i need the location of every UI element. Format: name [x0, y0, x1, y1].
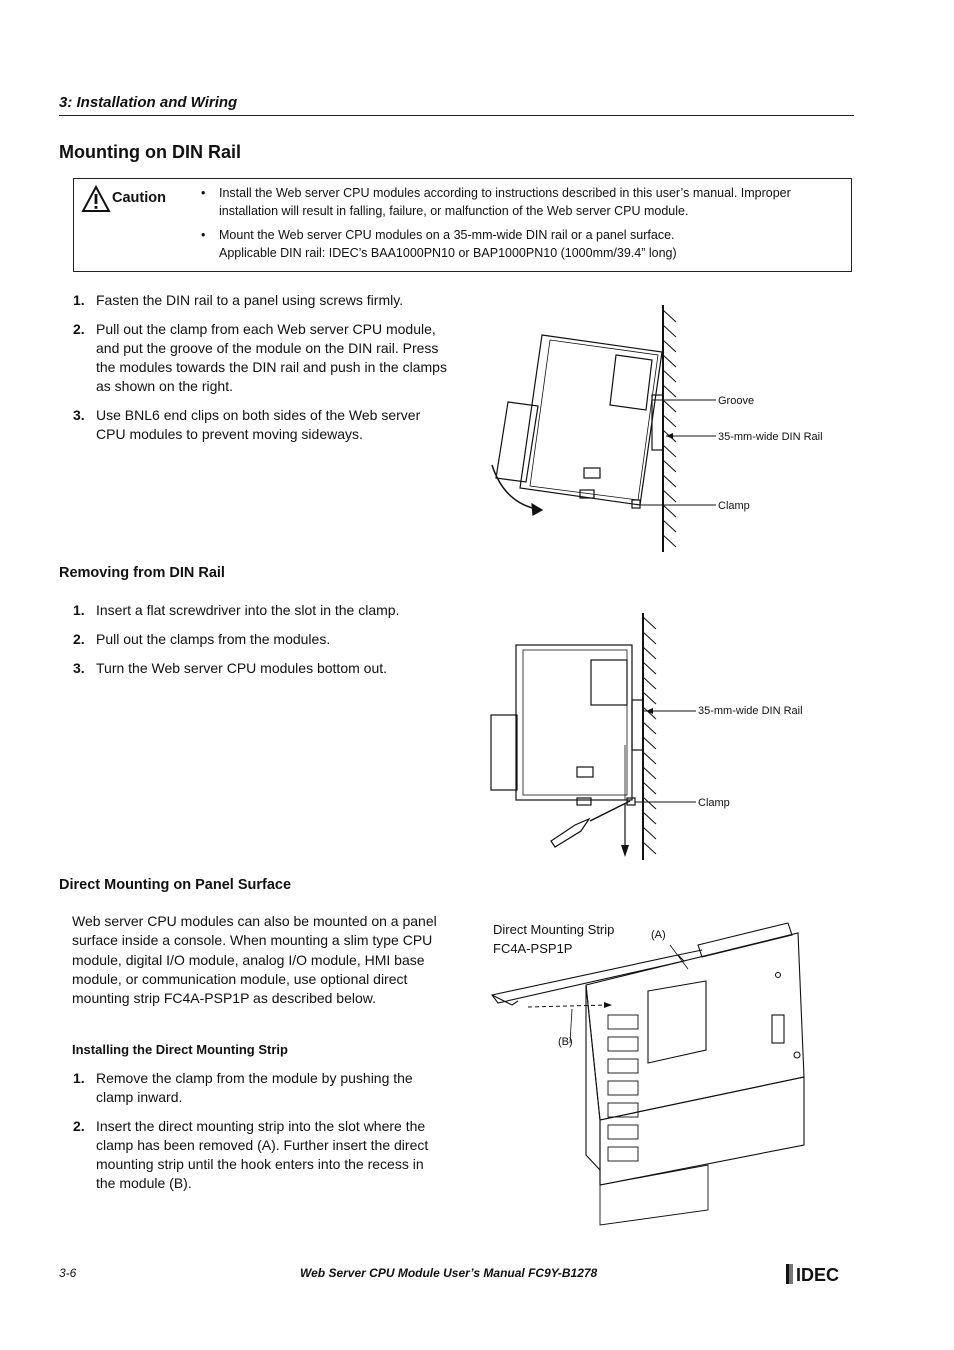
figure-label-din-rail: 35-mm-wide DIN Rail: [698, 705, 803, 717]
figure-label-b: (B): [558, 1036, 573, 1048]
list-item: 1. Insert a flat screwdriver into the slot in the clamp.: [73, 602, 400, 618]
list-item: 1. Fasten the DIN rail to a panel using screws firmly.: [73, 292, 404, 308]
list-item: 2. Pull out the clamp from each Web server CPU module, and put the groove of the module on the DIN rail. Press the modules towards the DIN rail and push in the clamps as shown on the right.: [73, 321, 447, 394]
direct-mounting-intro: Web server CPU modules can also be mounted on a panel surface inside a console. When mounting a slim type CPU module, digital I/O module, analog I/O module, HMI base module, or communication module, use optional direct mounting strip FC4A-PSP1P as described below.: [72, 913, 437, 1007]
subheading-installing-strip: Installing the Direct Mounting Strip: [72, 1042, 288, 1057]
list-item: 3. Turn the Web server CPU modules bottom out.: [73, 660, 388, 676]
section-title-removing: Removing from DIN Rail: [59, 565, 225, 581]
manual-title: Web Server CPU Module User’s Manual FC9Y-B1278: [300, 1266, 598, 1280]
caution-item: • Mount the Web server CPU modules on a 35-mm-wide DIN rail or a panel surface.: [201, 228, 675, 242]
direct-mounting-steps: [59, 1069, 444, 1203]
figure-label-clamp: Clamp: [718, 500, 750, 512]
din-rail-mounting-figure: [480, 300, 860, 560]
figure-label-din-rail: 35-mm-wide DIN Rail: [718, 431, 823, 443]
figure-label-strip: Direct Mounting Strip FC4A-PSP1P: [493, 922, 615, 956]
section-title-mounting: Mounting on DIN Rail: [59, 142, 241, 162]
svg-text:IDEC: IDEC: [796, 1265, 840, 1285]
caution-item-note: Applicable DIN rail: IDEC’s BAA1000PN10 or BAP1000PN10 (1000mm/39.4” long): [219, 246, 677, 260]
mounting-steps: [59, 291, 449, 454]
caution-item: • Install the Web server CPU modules according to instructions described in this user’s manual. Improper installation will result in falling, failure, or malfunction of the Web server CPU module.: [201, 186, 791, 218]
figure-label-a: (A): [651, 929, 666, 941]
list-item: 1. Remove the clamp from the module by pushing the clamp inward.: [73, 1070, 413, 1105]
idec-logo: [786, 1262, 856, 1286]
list-item: 2. Insert the direct mounting strip into the slot where the clamp has been removed (A). Further insert the direct mounting strip until the hook enters into the recess in the module (B).: [73, 1118, 429, 1191]
list-item: 3. Use BNL6 end clips on both sides of the Web server CPU modules to prevent moving sideways.: [73, 407, 421, 442]
list-item: 2. Pull out the clamps from the modules.: [73, 631, 331, 647]
direct-mounting-strip-figure: [488, 915, 818, 1230]
figure-label-clamp: Clamp: [698, 797, 730, 809]
removing-steps: [59, 601, 449, 688]
din-rail-removal-figure: [485, 605, 825, 870]
caution-list: [201, 184, 841, 268]
warning-icon: [82, 186, 110, 212]
header-divider: [59, 115, 854, 116]
chapter-title: 3: Installation and Wiring: [59, 94, 238, 111]
figure-label-groove: Groove: [718, 395, 755, 407]
page-number: 3-6: [59, 1266, 77, 1280]
section-title-direct-mounting: Direct Mounting on Panel Surface: [59, 877, 292, 893]
caution-label: Caution: [112, 190, 166, 206]
